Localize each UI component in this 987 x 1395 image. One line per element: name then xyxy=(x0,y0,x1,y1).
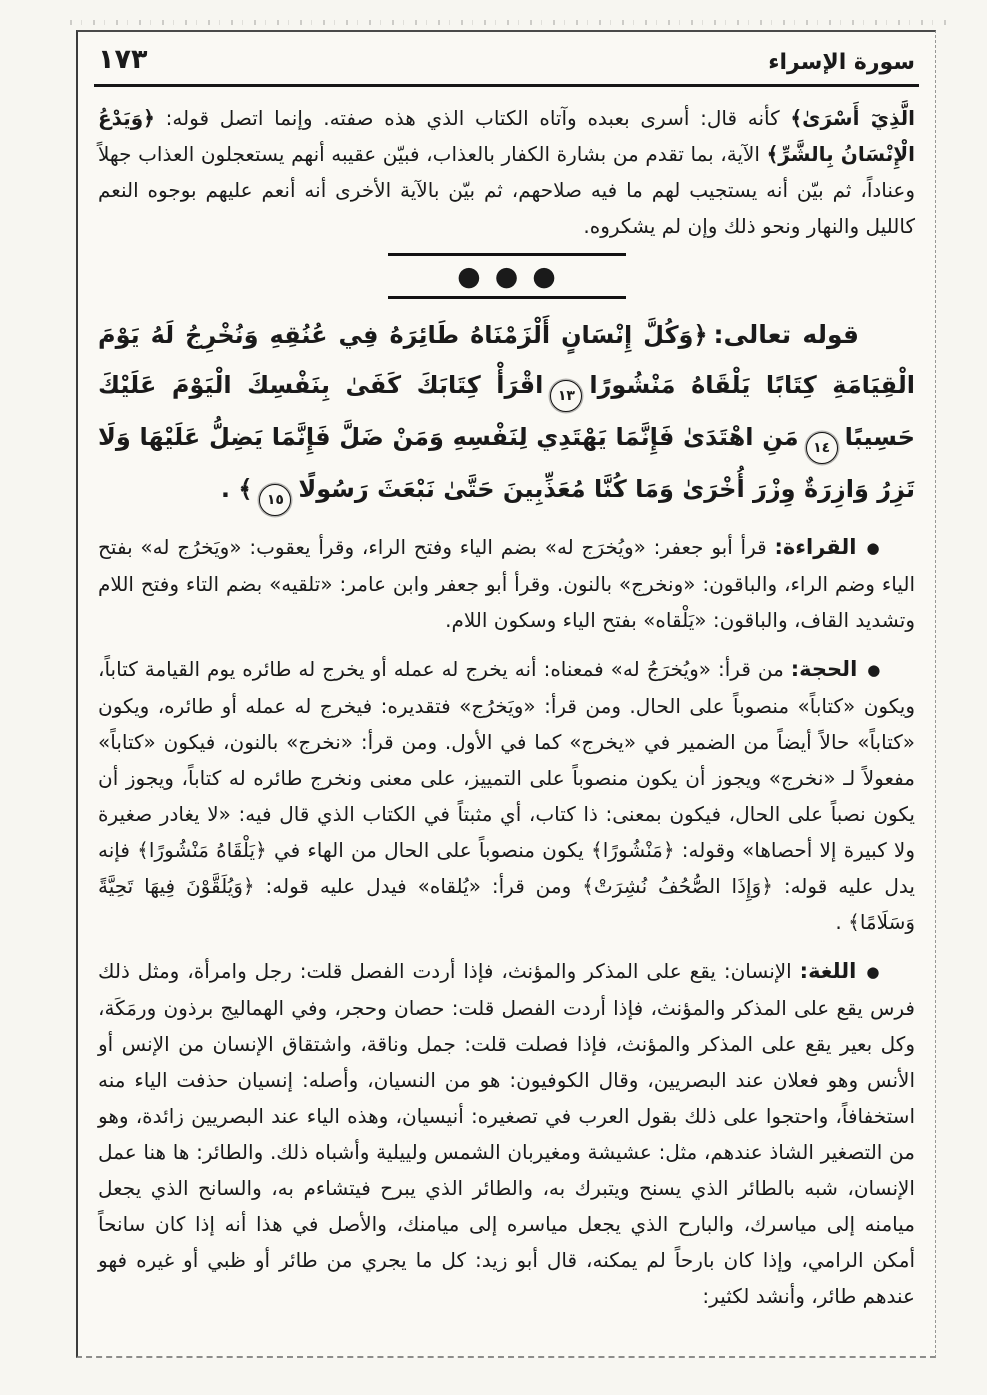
ayah-13-marker: ١٣ xyxy=(550,380,582,412)
section-hujjah-label: الحجة: xyxy=(790,657,858,681)
section-hujjah-text: من قرأ: «ويُخرَجُ له» فمعناه: أنه يخرج له عمله أو يخرج له طائره يوم القيامة كتاباً، ويكون «كتاباً» منصوباً على الحال. ومن قرأ: «ويَخرُج» فتقديره: فيخرج له عمله أو طائره، ويكون «كتاباً» حالاً أيضاً من الضمير في «يخرج» كما في الأول. ومن قرأ: «نخرج» بالنون، فيكون «كتاباً» مفعولاً لـ «نخرج» ويجوز أن يكون منصوباً على التمييز، على معنى ونخرج طائره له كتاباً، ويجوز أن يكون نصباً على الحال، فيكون بمعنى: ذا كتاب، أي مثبتاً في الكتاب الذي قال فيه: «لا يغادر صغيرة ولا كبيرة إلا أحصاها» وقوله: ﴿مَنْشُورًا﴾ يكون منصوباً على الحال من الهاء في ﴿يَلْقَاهُ مَنْشُورًا﴾ فإنه يدل عليه قوله: ﴿وَإِذَا الصُّحُفُ نُشِرَتْ﴾ ومن قرأ: «يُلقاه» فيدل عليه قوله: ﴿وَيُلَقَّوْنَ فِيهَا تَحِيَّةً وَسَلَامًا﴾ . xyxy=(98,657,915,934)
surah-title: سورة الإسراء xyxy=(768,50,915,75)
intro-text-2: الآية، بما تقدم من بشارة الكفار بالعذاب، فبيّن عقيبه أنهم يستعجلون العذاب جهلاً وعناداً، ثم بيّن أنه يستجيب لهم ما فيه صلاحهم، ثم بيّن بالآية الأخرى أنه أنعم عليهم بوجوه النعم كالليل والنهار ونحو ذلك وإن لم يشكروه. xyxy=(98,142,915,238)
section-lugha xyxy=(98,953,915,1314)
bullet-icon: ● xyxy=(866,963,881,981)
section-hujjah xyxy=(98,651,915,940)
ayah-15-text: مَنِ اهْتَدَىٰ فَإِنَّمَا يَهْتَدِي لِنَفْسِهِ وَمَنْ ضَلَّ فَإِنَّمَا يَضِلُّ عَلَيْهَا وَلَا تَزِرُ وَازِرَةٌ وِزْرَ أُخْرَىٰ وَمَا كُنَّا مُعَذِّبِينَ حَتَّىٰ نَبْعَثَ رَسُولًا xyxy=(98,423,915,503)
quran-quote-tail: الَّذِيٓ أَسْرَىٰ﴾ xyxy=(790,106,915,130)
page-frame xyxy=(76,30,936,1358)
section-lugha-text: الإنسان: يقع على المذكر والمؤنث، فإذا أردت الفصل قلت: رجل وامرأة، ومثل ذلك فرس يقع على المذكر والمؤنث، فإذا أردت الفصل قلت: حصان وحجر، وفي الهماليج برذون ورمَكَة، وكل بعير يقع على المذكر والمؤنث، فإذا فصلت قلت: جمل وناقة، واشتقاق الإنسان من الإنس أو الأنس وهو فعلان عند البصريين، وقال الكوفيون: هو من النسيان، وأصله: إنسيان حذفت الياء منه استخفافاً، واحتجوا على ذلك بقول العرب في تصغيره: أنيسيان، وهذه الياء عند البصريين زائدة، وهو من التصغير الشاذ عندهم، مثل: عشيشة ومغيربان الشمس ولييلية وأشباه ذلك. والطائر: ها هنا عمل الإنسان، شبه بالطائر الذي يسنح ويتبرك به، والطائر الذي يبرح فيتشاءم به، والسانح الذي يجعل ميامنه إلى مياسرك، والبارح الذي يجعل مياسره إلى ميامنك، والأصل في هذا أنه إذا كان سانحاً أمكن الرامي، وإذا كان بارحاً لم يمكنه، قال أبو زيد: كل ما يجري من طائر أو ظبي أو غيره فهو عندهم طائر، وأنشد لكثير: xyxy=(98,959,915,1308)
section-lugha-label: اللغة: xyxy=(799,959,857,983)
quran-quote-2: ﴿وَيَدْعُ الْإِنْسَانُ بِالشَّرِّ﴾ xyxy=(98,106,915,166)
intro-text-1: كأنه قال: أسرى بعبده وآتاه الكتاب الذي هذه صفته. وإنما اتصل قوله: xyxy=(154,106,791,130)
ayah-14-text: اقْرَأْ كِتَابَكَ كَفَىٰ بِنَفْسِكَ الْيَوْمَ عَلَيْكَ حَسِيبًا xyxy=(98,371,915,451)
page-content xyxy=(94,100,919,1314)
quran-verse-paragraph xyxy=(98,310,915,516)
section-qiraah-label: القراءة: xyxy=(774,535,857,559)
page-number: ١٧٣ xyxy=(98,44,148,75)
ayah-14-marker: ١٤ xyxy=(806,432,838,464)
verse-close-bracket: ﴾ . xyxy=(220,475,253,503)
bullet-icon: ● xyxy=(866,539,881,557)
header-rule xyxy=(94,84,919,87)
page-header xyxy=(94,40,919,75)
ayah-13-text: وَكُلَّ إِنْسَانٍ أَلْزَمْنَاهُ طَائِرَهُ فِي عُنُقِهِ وَنُخْرِجُ لَهُ يَوْمَ الْقِيَامَةِ كِتَابًا يَلْقَاهُ مَنْشُورًا xyxy=(98,321,915,399)
section-qiraah xyxy=(98,529,915,638)
separator-dots-icon: ●●● xyxy=(457,260,570,292)
section-separator xyxy=(388,253,626,299)
scan-noise-strip xyxy=(70,20,950,25)
bullet-icon: ● xyxy=(867,661,881,679)
ayah-15-marker: ١٥ xyxy=(259,484,291,516)
verse-lead: قوله تعالى: xyxy=(713,320,860,349)
intro-paragraph xyxy=(98,100,915,244)
section-qiraah-text: قرأ أبو جعفر: «ويُخرَج له» بضم الياء وفتح الراء، وقرأ يعقوب: «ويَخرُج له» بفتح الياء وضم الراء، والباقون: «ونخرج» بالنون. وقرأ أبو جعفر وابن عامر: «تلقيه» بضم التاء وفتح اللام وتشديد القاف، والباقون: «يَلْقاه» بفتح الياء وسكون اللام. xyxy=(98,535,915,632)
verse-open-bracket: ﴿ xyxy=(693,321,708,349)
